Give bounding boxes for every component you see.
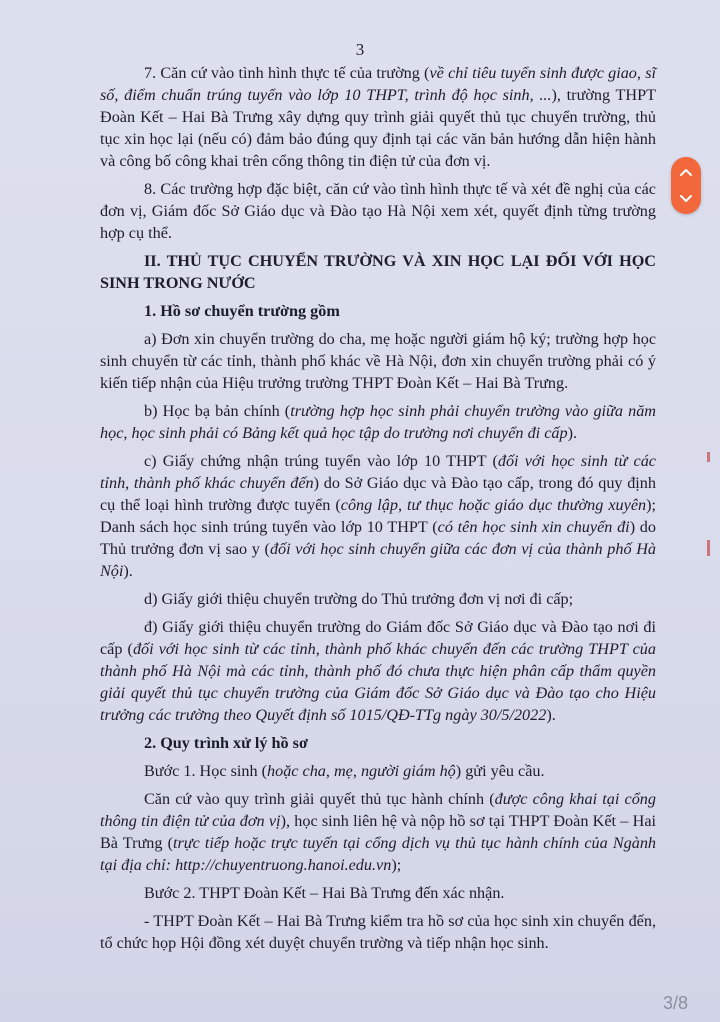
italic-run: hoặc cha, mẹ, người giám hộ [267,762,456,780]
item-dd [100,616,656,726]
italic-run: đối với học sinh từ các tỉnh, thành phố khác chuyển đến [100,452,656,492]
text-run: c) Giấy chứng nhận trúng tuyển vào lớp 10 THPT ( [144,452,498,470]
paragraph-8: 8. Các trường hợp đặc biệt, căn cứ vào tình hình thực tế và xét đề nghị của các đơn vị, Giám đốc Sở Giáo dục và Đào tạo Hà Nội xem xét, quyết định từng trường hợp cụ thể. [100,180,656,242]
italic-run: công lập, tư thục hoặc giáo dục thường xuyên [340,496,647,514]
text-run: ), học sinh liên hệ và nộp hồ sơ tại THPT Đoàn Kết – Hai Bà Trưng ( [100,812,657,852]
document-body [100,62,656,960]
item-d: d) Giấy giới thiệu chuyển trường do Thủ trưởng đơn vị nơi đi cấp; [144,590,574,608]
margin-mark [707,452,710,462]
step-1 [100,760,656,782]
text-run: ). [567,424,578,442]
item-b [100,400,656,444]
text-run: Bước 1. Học sinh ( [144,762,267,780]
paragraph-7 [100,62,656,172]
italic-run: có tên học sinh xin chuyển đi [437,518,630,536]
step-2: Bước 2. THPT Đoàn Kết – Hai Bà Trưng đến xác nhận. [144,884,505,902]
item-c [100,450,656,582]
subsection-heading-1: 1. Hồ sơ chuyển trường gồm [144,302,340,320]
scroll-up-button[interactable] [671,158,701,186]
text-run: ). [546,706,556,724]
text-run: đ) Giấy giới thiệu chuyển trường do Giám đốc Sở Giáo dục và Đào tạo nơi đi cấp ( [100,618,656,658]
scroll-down-button[interactable] [671,185,701,213]
italic-run: được công khai tại cổng thông tin điện tử của đơn vị [100,790,656,830]
step-2-detail: - THPT Đoàn Kết – Hai Bà Trưng kiểm tra hồ sơ của học sinh xin chuyển đến, tổ chức họp Hội đồng xét duyệt chuyển trường và tiếp nhận học sinh. [100,912,656,952]
step-1-detail [100,788,656,876]
text-run: ) do Thủ trưởng đơn vị sao y ( [100,518,656,558]
text-run: Căn cứ vào quy trình giải quyết thủ tục hành chính ( [144,790,495,808]
item-a: a) Đơn xin chuyển trường do cha, mẹ hoặc người giám hộ ký; trường hợp học sinh chuyển từ các tỉnh, thành phố khác về Hà Nội, đơn xin chuyển trường phải có ý kiến tiếp nhận của Hiệu trưởng trường THPT Đoàn Kết – Hai Bà Trưng. [100,330,656,392]
scroll-control [671,157,701,214]
page-indicator: 3/8 [662,993,688,1013]
chevron-down-icon [680,195,692,203]
text-run: ) gửi yêu cầu. [455,762,545,780]
text-run: b) Học bạ bản chính ( [144,402,291,420]
italic-run: trường hợp học sinh phải chuyển trường vào giữa năm học, học sinh phải có Bảng kết quả học tập do trường nơi chuyển đi cấp [100,402,656,442]
page-number: 3 [355,40,365,59]
italic-run: đối với học sinh chuyển giữa các đơn vị của thành phố Hà Nội [100,540,657,580]
italic-run: trực tiếp hoặc trực tuyến tại cổng dịch vụ thủ tục hành chính của Ngành tại địa chỉ: http://chuyentruong.hanoi.edu.vn [100,834,657,874]
text-run: ), trường THPT Đoàn Kết – Hai Bà Trưng xây dựng quy trình giải quyết thủ tục chuyển trường, thủ tục xin học lại (nếu có) đảm bảo đúng quy định tại các văn bản hướng dẫn hiện hành và công bố công khai trên cổng thông tin điện tử của đơn vị. [100,86,656,170]
text-run: ); [391,856,402,874]
margin-mark [707,540,710,556]
chevron-up-icon [680,168,692,176]
italic-run: về chỉ tiêu tuyển sinh được giao, sĩ số, điểm chuẩn trúng tuyển vào lớp 10 THPT, trình độ học sinh, ... [100,64,656,104]
italic-run: đối với học sinh từ các tỉnh, thành phố khác chuyển đến các trường THPT của thành phố Hà Nội mà các tỉnh, thành phố đó chưa thực hiện phân cấp thẩm quyền giải quyết thủ tục chuyển trường của Giám đốc Sở Giáo dục và Đào tạo cho Hiệu trưởng các trường theo Quyết định số 1015/QĐ-TTg ngày 30/5/2022 [100,640,656,724]
text-run: ). [123,562,133,580]
text-run: ); Danh sách học sinh trúng tuyển vào lớp 10 THPT ( [100,496,657,536]
text-run: ) do Sở Giáo dục và Đào tạo cấp, trong đó quy định cụ thể loại hình trường được tuyển ( [100,474,656,514]
section-heading: II. THỦ TỤC CHUYỂN TRƯỜNG VÀ XIN HỌC LẠI ĐỐI VỚI HỌC SINH TRONG NƯỚC [100,252,656,292]
subsection-heading-2: 2. Quy trình xử lý hồ sơ [144,734,308,752]
text-run: 7. Căn cứ vào tình hình thực tế của trường ( [144,64,430,82]
